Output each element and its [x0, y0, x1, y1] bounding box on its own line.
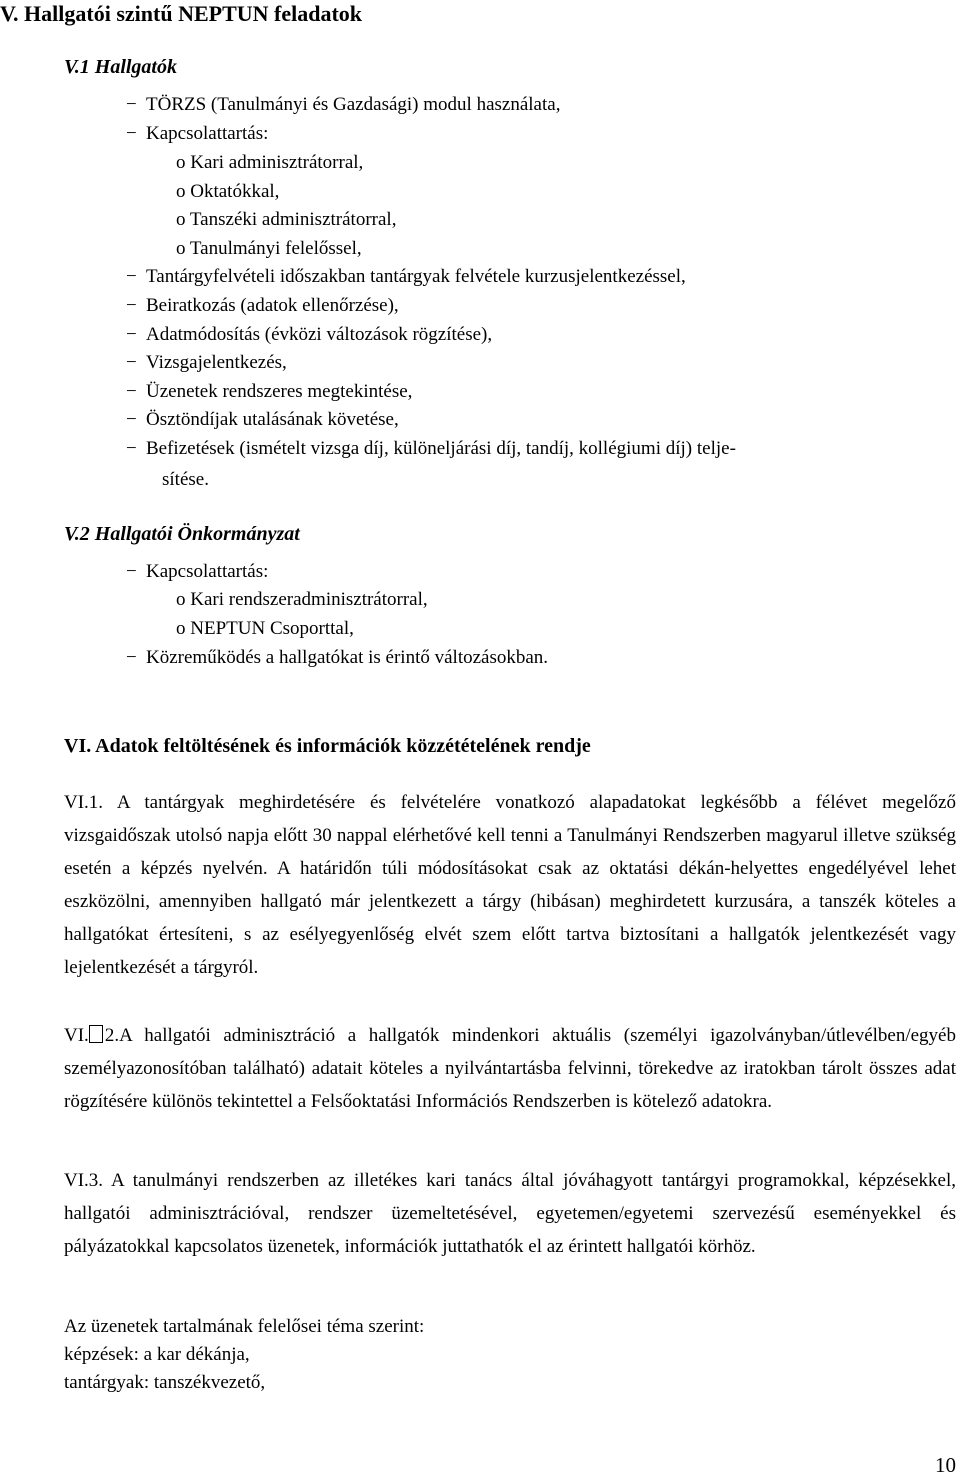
list-item: Adatmódosítás (évközi változások rögzítése),	[146, 324, 493, 345]
list-item: Közreműködés a hallgatókat is érintő változásokban.	[146, 647, 549, 668]
list-bullet: −	[126, 324, 137, 345]
list-item: Befizetések (ismételt vizsga díj, különeljárási díj, tandíj, kollégiumi díj) telje-	[146, 438, 736, 459]
list-bullet: −	[126, 266, 137, 287]
text-line: Az üzenetek tartalmának felelősei téma szerint:	[64, 1316, 425, 1337]
subsection-v1-title: V.1 Hallgatók	[64, 56, 177, 78]
list-bullet: −	[126, 561, 137, 582]
section-vi-title: VI. Adatok feltöltésének és információk közzétételének rendje	[64, 735, 591, 757]
list-bullet: −	[126, 647, 137, 668]
paragraph-vi-2-text: 2.A hallgatói adminisztráció a hallgatók mindenkori aktuális (személyi igazolványban/útlevélben/egyéb személyazonosítóban található) adatait köteles a nyilvántartásba felvinni, törekedve az iratokban tárolt összes adat rögzítésére különös tekintettel a Felsőoktatási Információs Rendszerben is kötelező adatokra.	[64, 1025, 956, 1112]
subsection-v2-title: V.2 Hallgatói Önkormányzat	[64, 523, 300, 545]
list-bullet: −	[126, 94, 137, 115]
paragraph-vi-3: VI.3. A tanulmányi rendszerben az illetékes kari tanács által jóváhagyott tantárgyi programokkal, képzésekkel, hallgatói adminisztrációval, rendszer üzemeltetésével, egyetemen/egyetemi szervezésű eseményekkel és pályázatokkal kapcsolatos üzenetek, információk juttathatók el az érintett hallgatói körhöz.	[64, 1170, 956, 1257]
list-item: Kapcsolattartás:	[146, 561, 269, 582]
list-bullet: −	[126, 295, 137, 316]
missing-glyph-box	[89, 1025, 103, 1043]
list-bullet: −	[126, 409, 137, 430]
list-bullet: −	[126, 381, 137, 402]
list-item-continuation: sítése.	[162, 469, 209, 490]
list-item: Beiratkozás (adatok ellenőrzése),	[146, 295, 399, 316]
text-line: tantárgyak: tanszékvezető,	[64, 1372, 266, 1393]
list-bullet: −	[126, 438, 137, 459]
paragraph-vi-2-prefix: VI.	[64, 1025, 89, 1046]
list-bullet: −	[126, 352, 137, 373]
list-item: Tantárgyfelvételi időszakban tantárgyak felvétele kurzusjelentkezéssel,	[146, 266, 686, 287]
sublist-item: o Tanulmányi felelőssel,	[176, 238, 362, 259]
sublist-item: o Kari adminisztrátorral,	[176, 152, 364, 173]
list-item: TÖRZS (Tanulmányi és Gazdasági) modul használata,	[146, 94, 561, 115]
section-v-title: V. Hallgatói szintű NEPTUN feladatok	[0, 1, 363, 26]
list-item: Üzenetek rendszeres megtekintése,	[146, 381, 413, 402]
paragraph-vi-2	[64, 1019, 956, 1118]
list-item: Ösztöndíjak utalásának követése,	[146, 409, 399, 430]
sublist-item: o Tanszéki adminisztrátorral,	[176, 209, 397, 230]
paragraph-vi-1: VI.1. A tantárgyak meghirdetésére és felvételére vonatkozó alapadatokat legkésőbb a félévet megelőző vizsgaidőszak utolsó napja előtt 30 nappal elérhetővé kell tenni a Tanulmányi Rendszerben magyarul illetve szükség esetén a képzés nyelvén. A határidőn túli módosításokat csak az oktatási dékán-helyettes engedélyével lehet eszközölni, amennyiben hallgató már jelentkezett a tárgy (hibásan) meghirdetett kurzusára, a tanszék köteles a hallgatókat értesíteni, s az esélyegyenlőség elvét szem előtt tartva biztosítani a hallgatók jelentkezését vagy lejelentkezését a tárgyról.	[64, 792, 956, 978]
list-item: Vizsgajelentkezés,	[146, 352, 287, 373]
text-line: képzések: a kar dékánja,	[64, 1344, 250, 1365]
list-bullet: −	[126, 123, 137, 144]
page-number: 10	[935, 1453, 956, 1477]
sublist-item: o Kari rendszeradminisztrátorral,	[176, 589, 428, 610]
sublist-item: o Oktatókkal,	[176, 181, 280, 202]
sublist-item: o NEPTUN Csoporttal,	[176, 618, 354, 639]
list-item: Kapcsolattartás:	[146, 123, 269, 144]
